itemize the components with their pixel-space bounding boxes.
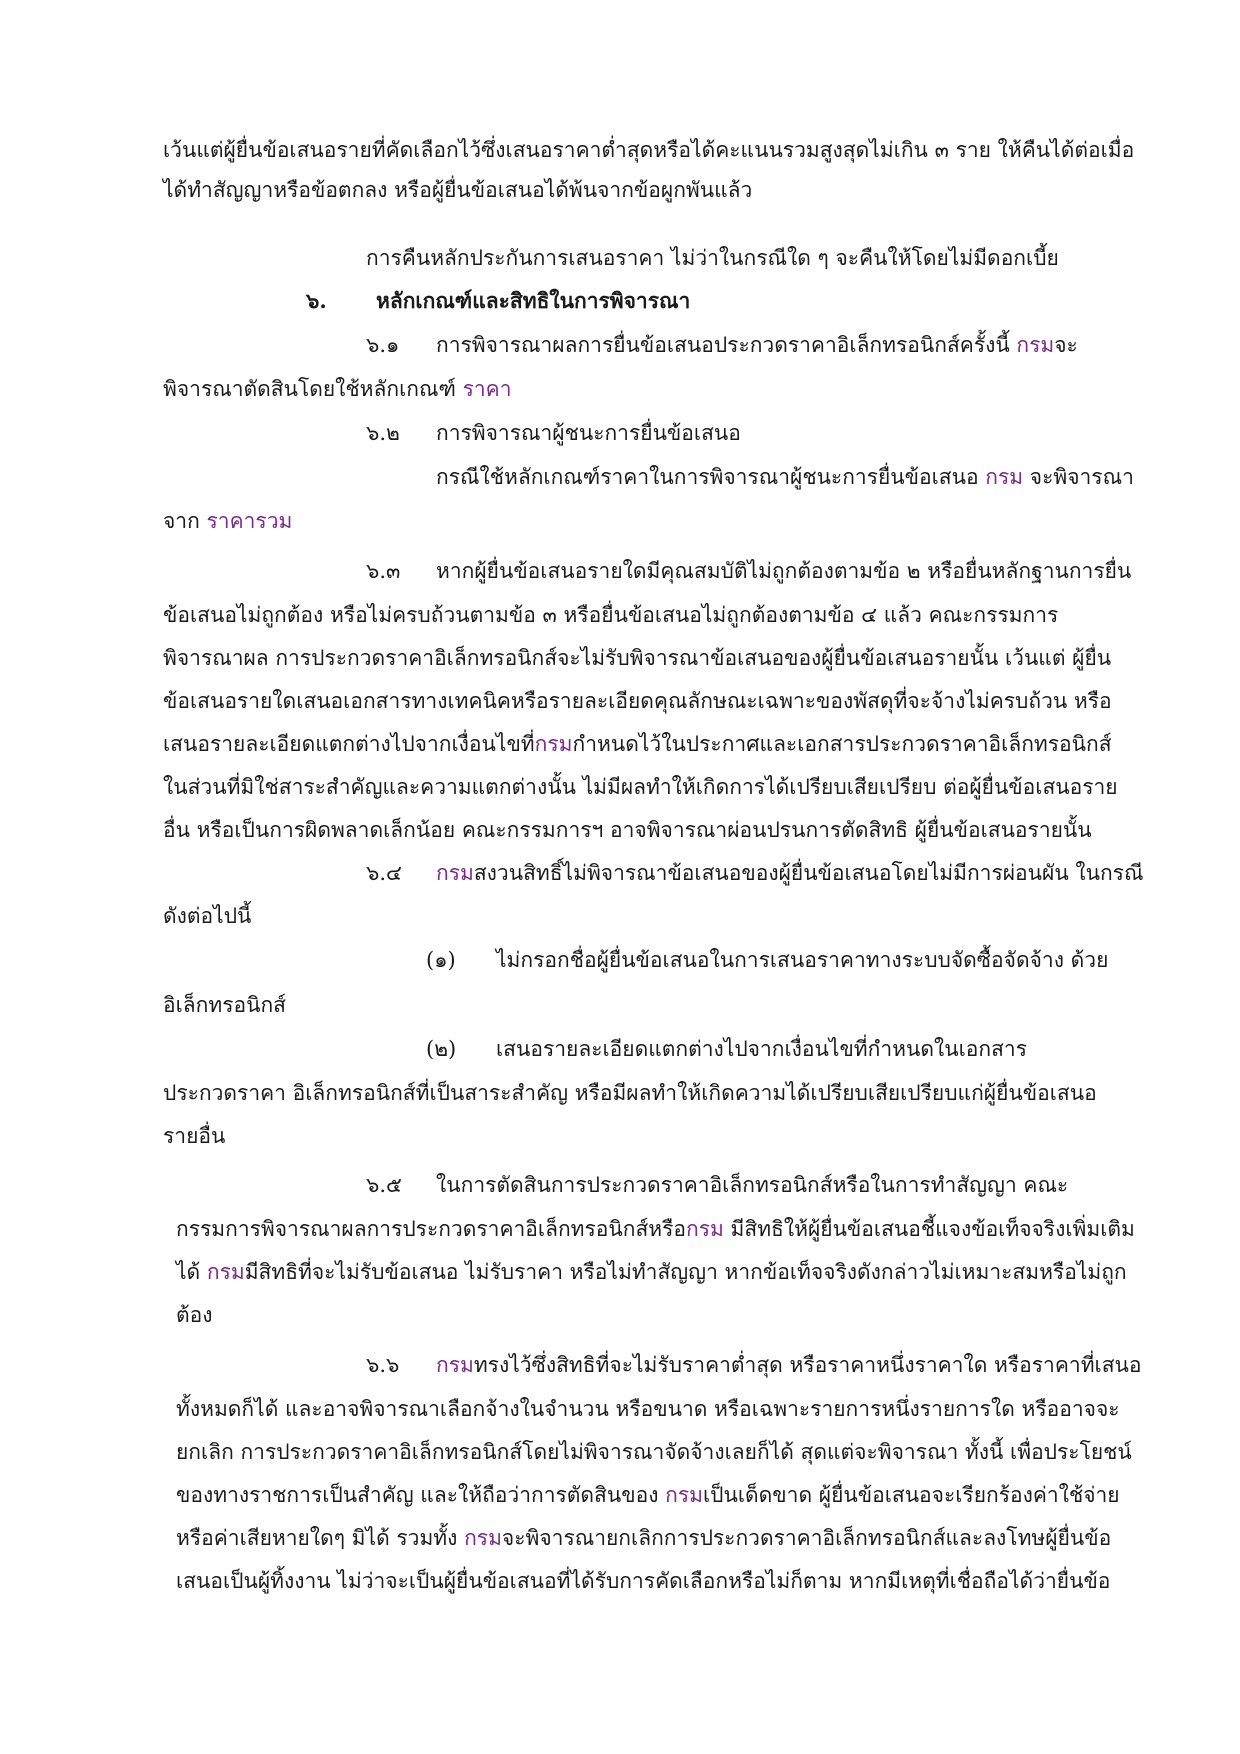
clause-number: ๖.๕ bbox=[366, 1173, 402, 1197]
clause-6-4 bbox=[366, 858, 1143, 888]
text-line bbox=[176, 1437, 1132, 1467]
section-heading bbox=[306, 286, 690, 316]
line-text: อื่น หรือเป็นการผิดพลาดเล็กน้อย คณะกรรมการฯ อาจพิจารณาผ่อนปรนการตัดสิทธิ ผู้ยื่นข้อเสนอรายนั้น bbox=[163, 818, 1092, 842]
text-line bbox=[163, 643, 1111, 673]
highlighted-term: กรม bbox=[686, 1217, 724, 1241]
line-text: ข้อเสนอรายใดเสนอเอกสารทางเทคนิคหรือรายละเอียดคุณลักษณะเฉพาะของพัสดุที่จะจ้างไม่ครบถ้วน หรือ bbox=[163, 689, 1112, 713]
text-line bbox=[163, 901, 251, 931]
line-text: รายอื่น bbox=[163, 1124, 226, 1148]
text-line bbox=[163, 772, 1118, 802]
line-text: กรณีใช้หลักเกณฑ์ราคาในการพิจารณาผู้ชนะการยื่นข้อเสนอ bbox=[436, 465, 986, 489]
line-text: ประกวดราคา อิเล็กทรอนิกส์ที่เป็นสาระสำคัญ หรือมีผลทำให้เกิดความได้เปรียบเสียเปรียบแก่ผู้ยื่นข้อเสนอ bbox=[163, 1081, 1097, 1105]
line-text: เสนอเป็นผู้ทิ้งงาน ไม่ว่าจะเป็นผู้ยื่นข้อเสนอที่ได้รับการคัดเลือกหรือไม่ก็ตาม หากมีเหตุที่เชื่อถือได้ว่ายื่นข้อ bbox=[176, 1569, 1111, 1593]
clause-6-1 bbox=[366, 330, 1078, 360]
highlighted-term: กรม bbox=[436, 1353, 474, 1377]
highlighted-term: กรม bbox=[436, 861, 474, 885]
line-text: การพิจารณาผู้ชนะการยื่นข้อเสนอ bbox=[436, 421, 741, 445]
line-text: มีสิทธิให้ผู้ยื่นข้อเสนอชี้แจงข้อเท็จจริงเพิ่มเติม bbox=[723, 1217, 1135, 1241]
text-line bbox=[176, 1523, 1111, 1553]
clause-number: ๖.๒ bbox=[366, 421, 400, 445]
highlighted-term: ราคารวม bbox=[206, 509, 293, 533]
text-line bbox=[163, 506, 292, 536]
line-text: หรือค่าเสียหายใดๆ มิได้ รวมทั้ง bbox=[176, 1526, 465, 1550]
line-text: มีสิทธิที่จะไม่รับข้อเสนอ ไม่รับราคา หรือไม่ทำสัญญา หากข้อเท็จจริงดังกล่าวไม่เหมาะสมหรือไม่ถูก bbox=[244, 1260, 1127, 1284]
text-line bbox=[176, 1300, 213, 1330]
line-text: จาก bbox=[163, 509, 207, 533]
line-text: เว้นแต่ผู้ยื่นข้อเสนอรายที่คัดเลือกไว้ซึ่งเสนอราคาต่ำสุดหรือได้คะแนนรวมสูงสุดไม่เกิน ๓ ราย ให้คืนได้ต่อเมื่อ bbox=[163, 138, 1135, 162]
highlighted-term: กรม bbox=[534, 732, 573, 756]
text-line bbox=[176, 1394, 1120, 1424]
highlighted-term: กรม bbox=[985, 465, 1024, 489]
line-text: เสนอรายละเอียดแตกต่างไปจากเงื่อนไขที่กำหนดในเอกสาร bbox=[496, 1037, 1027, 1061]
text-line bbox=[176, 1257, 1127, 1287]
clause-6-5 bbox=[366, 1170, 1068, 1200]
line-text: ทรงไว้ซึ่งสิทธิที่จะไม่รับราคาต่ำสุด หรือราคาหนึ่งราคาใด หรือราคาที่เสนอ bbox=[473, 1353, 1142, 1377]
text-line bbox=[163, 175, 752, 205]
highlighted-term: ราคา bbox=[462, 377, 512, 401]
text-line bbox=[163, 1078, 1097, 1108]
text-line bbox=[163, 990, 286, 1020]
line-text: ในการตัดสินการประกวดราคาอิเล็กทรอนิกส์หรือในการทำสัญญา คณะ bbox=[436, 1173, 1069, 1197]
line-text: พิจารณาตัดสินโดยใช้หลักเกณฑ์ bbox=[163, 377, 463, 401]
line-text: ของทางราชการเป็นสำคัญ และให้ถือว่าการตัดสินของ bbox=[176, 1483, 666, 1507]
highlighted-term: กรม bbox=[1016, 333, 1055, 357]
clause-number: ๖.๓ bbox=[366, 559, 401, 583]
line-text: การคืนหลักประกันการเสนอราคา ไม่ว่าในกรณีใด ๆ จะคืนให้โดยไม่มีดอกเบี้ย bbox=[366, 246, 1059, 270]
text-line bbox=[163, 135, 1134, 165]
line-text: หลักเกณฑ์และสิทธิในการพิจารณา bbox=[376, 288, 691, 313]
text-line bbox=[176, 1480, 1120, 1510]
line-text: ได้ bbox=[176, 1260, 207, 1284]
line-text: ต้อง bbox=[176, 1303, 213, 1327]
text-line bbox=[366, 243, 1059, 273]
line-text: ไม่กรอกชื่อผู้ยื่นข้อเสนอในการเสนอราคาทางระบบจัดซื้อจัดจ้าง ด้วย bbox=[496, 948, 1109, 972]
line-text: สงวนสิทธิ์ไม่พิจารณาข้อเสนอของผู้ยื่นข้อเสนอโดยไม่มีการผ่อนผัน ในกรณี bbox=[473, 861, 1144, 885]
list-item-2 bbox=[426, 1034, 1027, 1064]
text-line bbox=[176, 1566, 1110, 1596]
line-text: ทั้งหมดก็ได้ และอาจพิจารณาเลือกจ้างในจำนวน หรือขนาด หรือเฉพาะรายการหนึ่งรายการใด หรืออาจจะ bbox=[176, 1397, 1120, 1421]
highlighted-term: กรม bbox=[206, 1260, 245, 1284]
clause-6-6 bbox=[366, 1350, 1142, 1380]
text-line bbox=[163, 686, 1112, 716]
line-text: ในส่วนที่มิใช่สาระสำคัญและความแตกต่างนั้น ไม่มีผลทำให้เกิดการได้เปรียบเสียเปรียบ ต่อผู้ยื่นข้อเสนอราย bbox=[163, 775, 1118, 799]
list-item-1 bbox=[426, 945, 1108, 975]
text-line bbox=[163, 729, 1112, 759]
line-text: อิเล็กทรอนิกส์ bbox=[163, 993, 286, 1017]
text-line bbox=[436, 462, 1134, 492]
highlighted-term: กรม bbox=[665, 1483, 703, 1507]
line-text: ยกเลิก การประกวดราคาอิเล็กทรอนิกส์โดยไม่พิจารณาจัดจ้างเลยก็ได้ สุดแต่จะพิจารณา ทั้งนี้ เพื่อประโยชน์ bbox=[176, 1440, 1132, 1464]
line-text: ได้ทำสัญญาหรือข้อตกลง หรือผู้ยื่นข้อเสนอได้พ้นจากข้อผูกพันแล้ว bbox=[163, 178, 753, 202]
line-text: กำหนดไว้ในประกาศและเอกสารประกวดราคาอิเล็กทรอนิกส์ bbox=[572, 732, 1112, 756]
clause-number: ๖.๖ bbox=[366, 1353, 400, 1377]
line-text: เสนอรายละเอียดแตกต่างไปจากเงื่อนไขที่ bbox=[163, 732, 535, 756]
line-text: ข้อเสนอไม่ถูกต้อง หรือไม่ครบถ้วนตามข้อ ๓ หรือยื่นข้อเสนอไม่ถูกต้องตามข้อ ๔ แล้ว คณะกรรมการ bbox=[163, 603, 1059, 627]
highlighted-term: กรม bbox=[464, 1526, 502, 1550]
text-line bbox=[163, 374, 512, 404]
line-text: การพิจารณาผลการยื่นข้อเสนอประกวดราคาอิเล็กทรอนิกส์ครั้งนี้ bbox=[436, 333, 1017, 357]
text-line bbox=[163, 600, 1058, 630]
clause-number: (๑) bbox=[426, 948, 456, 972]
clause-number: ๖. bbox=[306, 288, 327, 313]
text-line bbox=[163, 1121, 225, 1151]
line-text: เป็นเด็ดขาด ผู้ยื่นข้อเสนอจะเรียกร้องค่าใช้จ่าย bbox=[702, 1483, 1120, 1507]
clause-number: ๖.๑ bbox=[366, 333, 400, 357]
line-text: จะพิจารณา bbox=[1023, 465, 1134, 489]
line-text: หากผู้ยื่นข้อเสนอรายใดมีคุณสมบัติไม่ถูกต้องตามข้อ ๒ หรือยื่นหลักฐานการยื่น bbox=[436, 559, 1132, 583]
line-text: จะ bbox=[1054, 333, 1078, 357]
line-text: จะพิจารณายกเลิกการประกวดราคาอิเล็กทรอนิกส์และลงโทษผู้ยื่นข้อ bbox=[501, 1526, 1112, 1550]
line-text: ดังต่อไปนี้ bbox=[163, 904, 252, 928]
line-text: กรรมการพิจารณาผลการประกวดราคาอิเล็กทรอนิกส์หรือ bbox=[176, 1217, 687, 1241]
line-text: พิจารณาผล การประกวดราคาอิเล็กทรอนิกส์จะไม่รับพิจารณาข้อเสนอของผู้ยื่นข้อเสนอรายนั้น เว้นแต่ ผู้ยื่น bbox=[163, 646, 1112, 670]
clause-6-3 bbox=[366, 556, 1131, 586]
clause-number: ๖.๔ bbox=[366, 861, 402, 885]
clause-6-2 bbox=[366, 418, 741, 448]
text-line bbox=[163, 815, 1092, 845]
clause-number: (๒) bbox=[426, 1037, 457, 1061]
text-line bbox=[176, 1214, 1135, 1244]
